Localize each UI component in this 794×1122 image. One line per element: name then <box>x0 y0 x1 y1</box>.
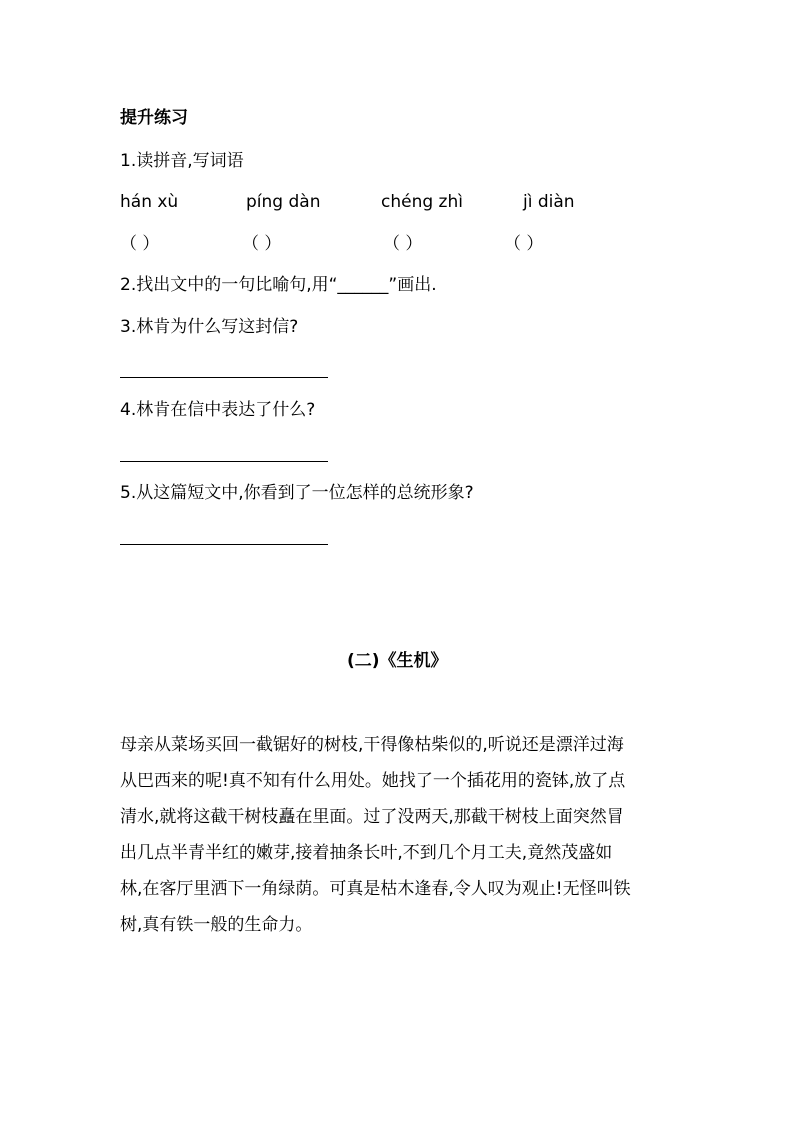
question-3: 3.林肯为什么写这封信? <box>120 317 299 337</box>
answer-blank-1[interactable]: （ ） <box>120 234 160 254</box>
pinyin-4: jì diàn <box>523 192 575 212</box>
answer-blank-4[interactable]: （ ） <box>504 234 544 254</box>
passage-line: 母亲从菜场买回一截锯好的树枝,干得像枯柴似的,听说还是漂洋过海 <box>120 735 624 755</box>
answer-blank-2[interactable]: （ ） <box>242 234 282 254</box>
pinyin-3: chéng zhì <box>381 192 463 212</box>
answer-line-3[interactable] <box>120 377 328 378</box>
pinyin-2: píng dàn <box>246 192 321 212</box>
question-2: 2.找出文中的一句比喻句,用“______”画出. <box>120 275 437 295</box>
question-1: 1.读拼音,写词语 <box>120 151 244 171</box>
passage-line: 林,在客厅里洒下一角绿荫。可真是枯木逢春,令人叹为观止!无怪叫铁 <box>120 879 631 899</box>
question-5: 5.从这篇短文中,你看到了一位怎样的总统形象? <box>120 483 474 503</box>
passage-line: 清水,就将这截干树枝矗在里面。过了没两天,那截干树枝上面突然冒 <box>120 807 624 827</box>
answer-line-5[interactable] <box>120 544 328 545</box>
question-4: 4.林肯在信中表达了什么? <box>120 400 316 420</box>
section-title: 提升练习 <box>120 108 188 128</box>
passage-line: 从巴西来的呢!真不知有什么用处。她找了一个插花用的瓷钵,放了点 <box>120 771 626 791</box>
passage-line: 树,真有铁一般的生命力。 <box>120 915 313 935</box>
answer-blank-3[interactable]: （ ） <box>383 234 423 254</box>
pinyin-1: hán xù <box>120 192 179 212</box>
passage-title: (二)《生机》 <box>347 651 448 671</box>
answer-line-4[interactable] <box>120 461 328 462</box>
passage-line: 出几点半青半红的嫩芽,接着抽条长叶,不到几个月工夫,竟然茂盛如 <box>120 843 613 863</box>
